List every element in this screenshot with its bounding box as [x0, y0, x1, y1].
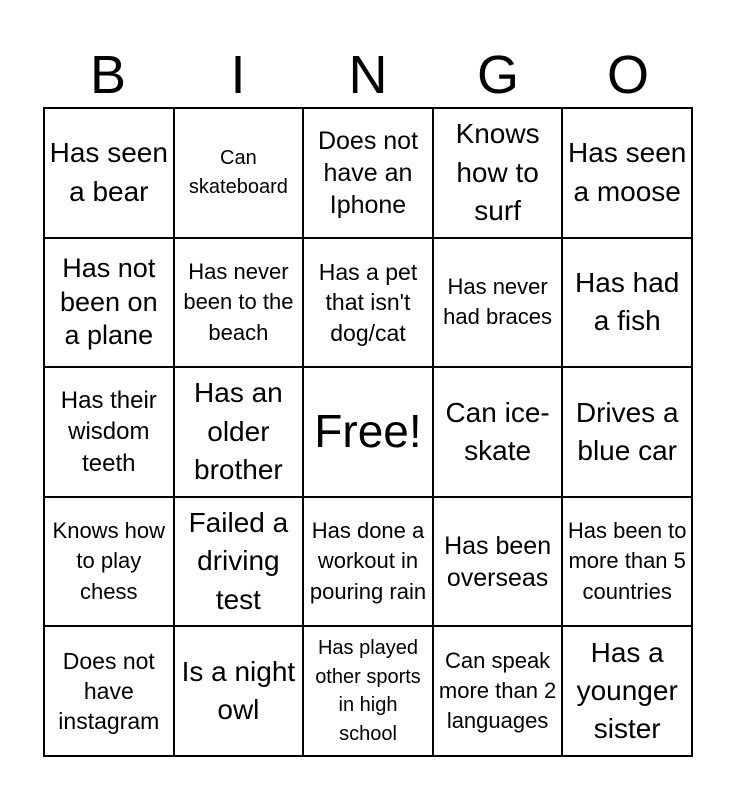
bingo-cell[interactable]: [174, 497, 304, 627]
bingo-cell[interactable]: [433, 626, 563, 756]
cell-text: Has seen a moose: [568, 137, 687, 207]
bingo-header: [43, 42, 693, 108]
bingo-cell[interactable]: [562, 238, 692, 368]
cell-text: Can ice-skate: [445, 396, 550, 466]
bingo-cell[interactable]: [44, 626, 174, 756]
bingo-cell[interactable]: [44, 497, 174, 627]
cell-text: Has never been to the beach: [183, 258, 294, 345]
cell-text: Can speak more than 2 languages: [438, 647, 557, 734]
bingo-cell[interactable]: [174, 626, 304, 756]
cell-text: Has played other sports in high school: [315, 637, 421, 745]
bingo-cell[interactable]: [44, 108, 174, 238]
cell-text: Does not have instagram: [58, 647, 160, 735]
header-letter-b: B: [89, 45, 127, 105]
bingo-cell[interactable]: [44, 238, 174, 368]
bingo-cell[interactable]: [433, 108, 563, 238]
cell-text: Has not been on a plane: [59, 252, 158, 351]
free-cell[interactable]: [303, 367, 433, 497]
cell-text: Has been to more than 5 countries: [567, 518, 687, 604]
cell-text: Has their wisdom teeth: [60, 387, 157, 477]
cell-text: Has been overseas: [444, 531, 552, 592]
header-letter-n: N: [348, 45, 388, 105]
bingo-cell[interactable]: [303, 238, 433, 368]
header-letter-o: O: [606, 45, 649, 105]
bingo-cell[interactable]: [562, 367, 692, 497]
cell-text: Has never had braces: [443, 274, 553, 330]
bingo-cell[interactable]: [562, 108, 692, 238]
cell-text: Has seen a bear: [49, 137, 168, 207]
bingo-cell[interactable]: [303, 108, 433, 238]
bingo-cell[interactable]: [562, 626, 692, 756]
bingo-cell[interactable]: [174, 367, 304, 497]
cell-text: Does not have an Iphone: [317, 126, 419, 219]
bingo-cell[interactable]: [174, 108, 304, 238]
cell-text: Failed a driving test: [188, 507, 289, 615]
bingo-cell[interactable]: [174, 238, 304, 368]
cell-text: Is a night owl: [181, 655, 296, 726]
header-letter-i: I: [230, 45, 246, 105]
free-cell-text: Free!: [314, 405, 422, 458]
cell-text: Has done a workout in pouring rain: [309, 518, 427, 604]
bingo-cell[interactable]: [303, 626, 433, 756]
bingo-cell[interactable]: [433, 367, 563, 497]
cell-text: Knows how to play chess: [52, 518, 166, 604]
cell-text: Has a pet that isn't dog/cat: [318, 258, 418, 346]
cell-text: Has had a fish: [575, 267, 680, 337]
cell-text: Drives a blue car: [575, 396, 679, 466]
bingo-cell[interactable]: [303, 497, 433, 627]
header-letter-g: G: [476, 45, 519, 105]
cell-text: Has a younger sister: [576, 636, 678, 745]
cell-text: Knows how to surf: [455, 118, 540, 226]
bingo-cell[interactable]: [433, 238, 563, 368]
cell-text: Has an older brother: [194, 377, 283, 486]
bingo-cell[interactable]: [44, 367, 174, 497]
bingo-grid: [43, 107, 693, 757]
cell-text: Can skateboard: [188, 147, 288, 198]
bingo-cell[interactable]: [562, 497, 692, 627]
bingo-cell[interactable]: [433, 497, 563, 627]
